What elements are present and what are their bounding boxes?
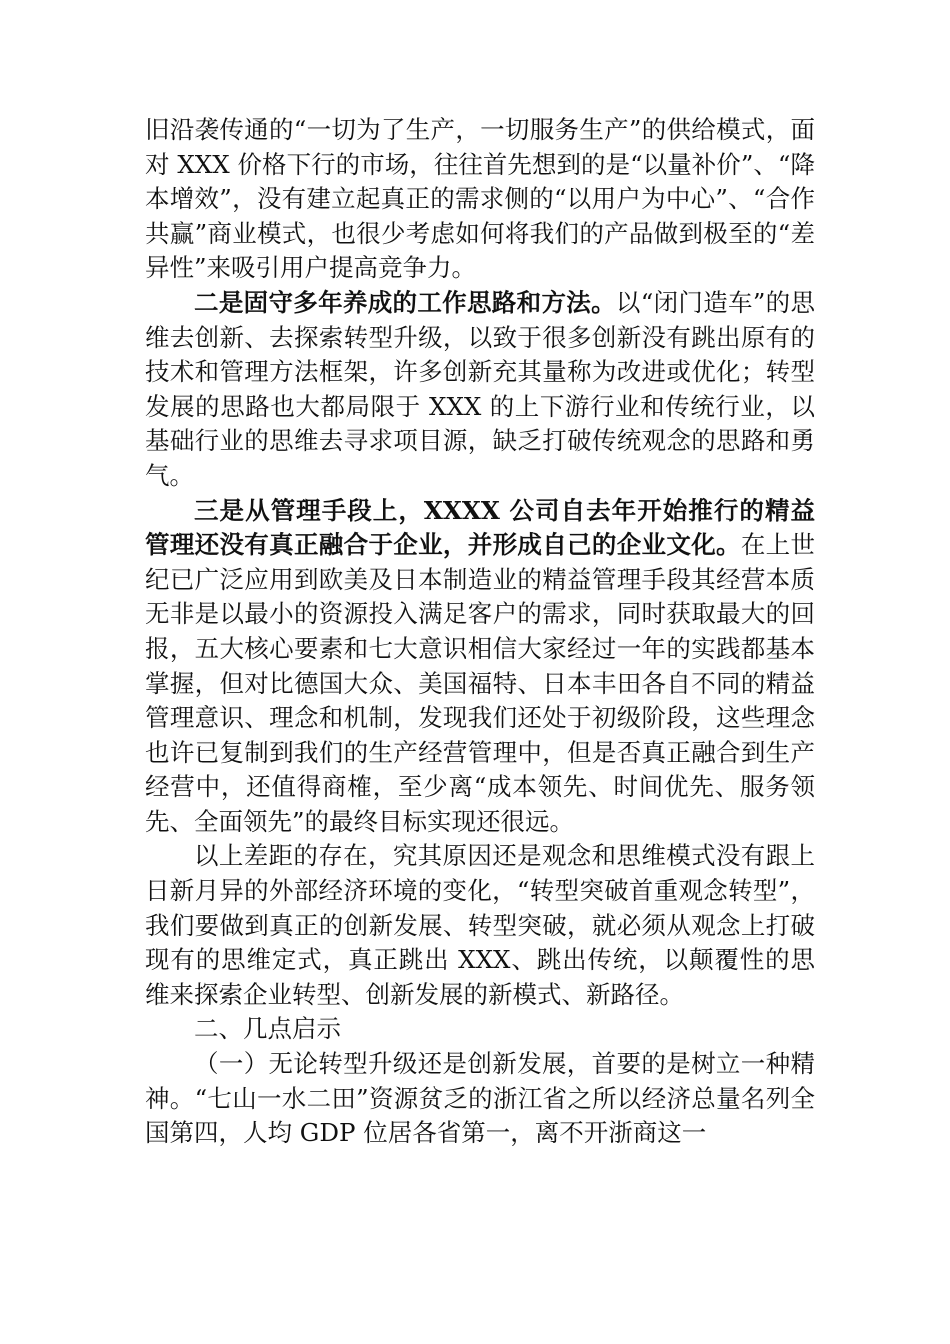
document-body — [145, 113, 815, 1151]
paragraph-three — [145, 494, 815, 840]
paragraph-text: 以上差距的存在，究其原因还是观念和思维模式没有跟上日新月异的外部经济环境的变化，“转型突破首重观念转型”，我们要做到真正的创新发展、转型突破，就必须从观念上打破现有的思维定式，真正跳出 XXX、跳出传统，以颠覆性的思维来探索企业转型、创新发展的新模式、新路径。 — [145, 841, 815, 1009]
paragraph-two — [145, 286, 815, 494]
paragraph-heading-bold: 三是从管理手段上，XXXX 公司自去年开始推行的精益管理还没有真正融合于企业，并形成自己的企业文化。 — [145, 495, 815, 560]
paragraph-text: （一）无论转型升级还是创新发展，首要的是树立一种精神。“七山一水二田”资源贫乏的浙江省之所以经济总量名列全国第四，人均 GDP 位居各省第一，离不开浙商这一 — [145, 1049, 815, 1148]
paragraph-text: 旧沿袭传通的“一切为了生产，一切服务生产”的供给模式，面对 XXX 价格下行的市场，往往首先想到的是“以量补价”、“降本增效”，没有建立起真正的需求侧的“以用户为中心”、“合作共赢”商业模式，也很少考虑如何将我们的产品做到极至的“差异性”来吸引用户提高竞争力。 — [145, 115, 815, 283]
paragraph-text: 在上世纪已广泛应用到欧美及日本制造业的精益管理手段其经营本质无非是以最小的资源投入满足客户的需求，同时获取最大的回报，五大核心要素和七大意识相信大家经过一年的实践都基本掌握，但对比德国大众、美国福特、日本丰田各自不同的精益管理意识、理念和机制，发现我们还处于初级阶段，这些理念也许已复制到我们的生产经营管理中，但是否真正融合到生产经营中，还值得商榷，至少离“成本领先、时间优先、服务领先、全面领先”的最终目标实现还很远。 — [145, 530, 815, 836]
section-heading-text: 二、几点启示 — [194, 1014, 341, 1044]
paragraph-text: 以“闭门造车”的思维去创新、去探索转型升级，以致于很多创新没有跳出原有的技术和管理方法框架，许多创新充其量称为改进或优化；转型发展的思路也大都局限于 XXX 的上下游行业和传统行业，以基础行业的思维去寻求项目源，缺乏打破传统观念的思路和勇气。 — [145, 287, 815, 490]
paragraph-continuation — [145, 113, 815, 286]
paragraph-enlightenment-one — [145, 1047, 815, 1151]
paragraph-summary — [145, 839, 815, 1012]
paragraph-heading-bold: 二是固守多年养成的工作思路和方法。 — [194, 287, 616, 317]
section-heading — [145, 1012, 815, 1047]
